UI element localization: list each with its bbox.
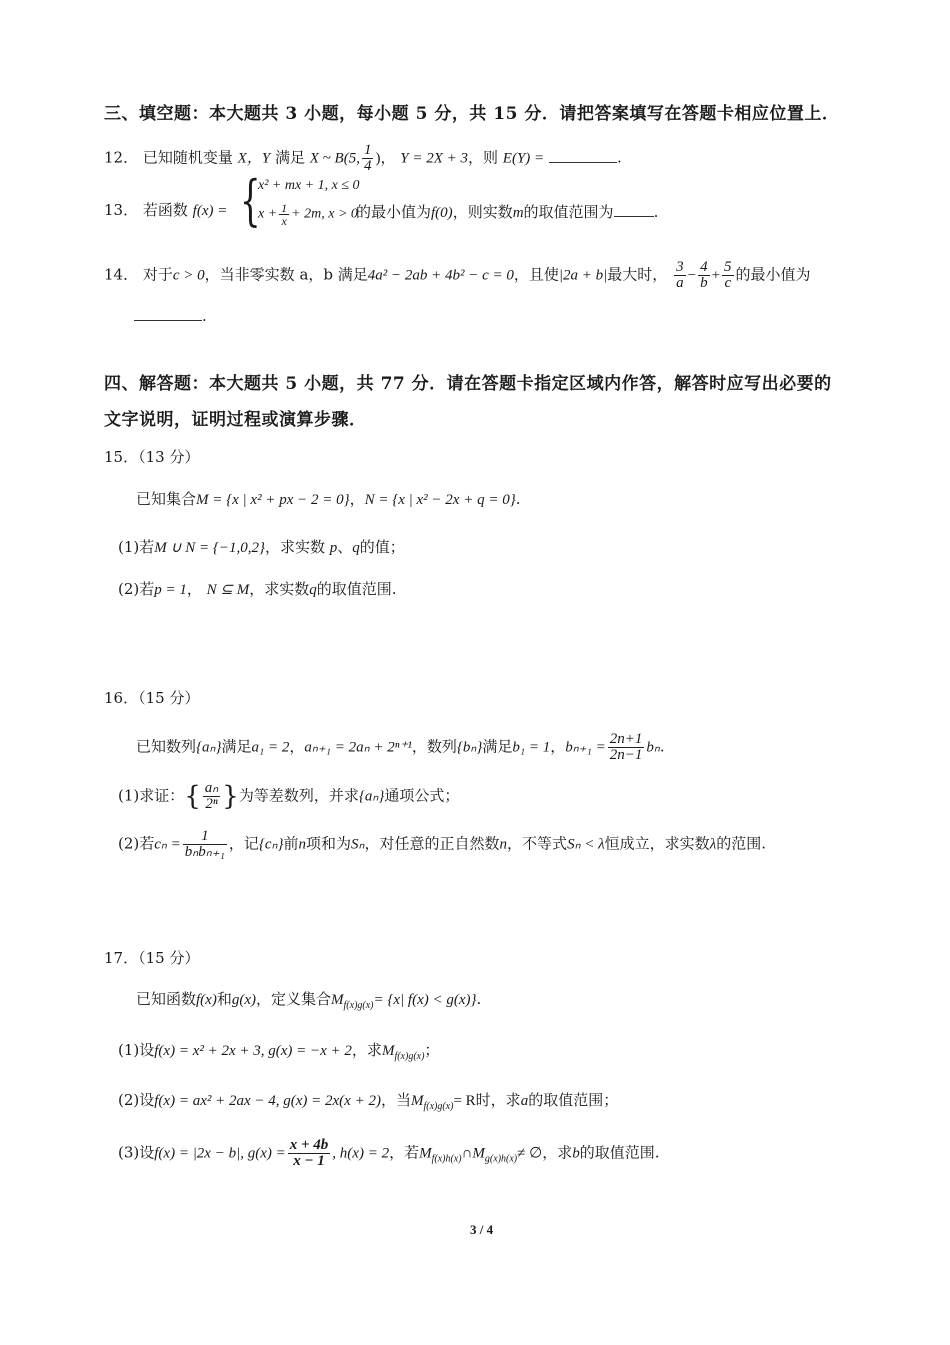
q14-frac-3 (722, 260, 734, 291)
q17-p3-den: x − 1 (293, 1153, 325, 1169)
question-17-part-1 (118, 1040, 439, 1067)
question-15-header: 15．（13 分） (104, 448, 200, 466)
q17-p1-M: M (381, 1043, 395, 1059)
q16-s3: ， (289, 737, 305, 756)
section-4-heading-line-2: 文字说明，证明过程或演算步骤． (104, 410, 367, 430)
q17-p2-a-var: a (520, 1093, 529, 1109)
q17-f: f(x) (196, 992, 217, 1008)
q16-p1-fraction (203, 781, 220, 812)
q15-set-M: M = {x | x² + px − 2 = 0} (196, 492, 350, 508)
q17-g: g(x) (231, 992, 257, 1008)
q13-brace: { (240, 169, 261, 232)
q17-p1-a: (1)设 (118, 1041, 155, 1059)
q13-f0: f(0) (431, 205, 453, 221)
q14-frac1-num: 3 (676, 259, 684, 275)
q15-stem-a: 已知集合 (136, 490, 197, 508)
q17-p3-d: ，若 (389, 1143, 420, 1162)
q13-case2-frac (279, 202, 289, 227)
question-17-stem (136, 989, 481, 1016)
q14-op-2: + (711, 267, 721, 284)
q17-p3-num: x + 4b (289, 1137, 329, 1153)
q14-answer-blank (134, 306, 202, 321)
q16-s6: ， (550, 737, 566, 756)
question-15-part-1 (118, 537, 405, 558)
q13-case-1: x² + mx + 1, x ≤ 0 (258, 178, 360, 193)
q14-frac-1 (674, 260, 686, 291)
q13-lead: 若函数 (142, 201, 188, 219)
question-15-part-2 (118, 579, 397, 600)
q13-tail-1: 的最小值为 (356, 203, 432, 221)
q12-vars: X，Y (237, 150, 271, 167)
q13-case2-a: x + (258, 206, 278, 222)
q12-end: . (616, 148, 622, 167)
q13-tail (356, 202, 658, 223)
section-4-heading-line-1: 四、解答题：本大题共 5 小题，共 77 分．请在答题卡指定区域内作答，解答时应写出必要的 (104, 374, 832, 394)
q16-p1-an: {aₙ} (358, 788, 385, 805)
question-17-header: 17．（15 分） (104, 949, 200, 967)
q17-p3-functions: f(x) = |2x − b|, g(x) = (154, 1145, 286, 1162)
q13-fx: f(x) = (192, 203, 228, 219)
q14-mid-1: ，当非零实数 a，b 满足 (204, 265, 368, 284)
q16-p2-fraction (183, 829, 227, 860)
q17-s1: 已知函数 (136, 990, 197, 1008)
q17-p3-k: 的取值范围. (579, 1143, 660, 1162)
q14-frac3-num: 5 (724, 259, 732, 275)
q16-bf-num: 2n+1 (609, 731, 643, 747)
q16-bf-den: 2n−1 (609, 747, 643, 763)
question-14 (104, 260, 811, 291)
q16-p2-b: ，记 (228, 834, 259, 853)
q12-dist: X ~ B(5, (309, 150, 360, 167)
q14-mid-2: ，且使 (513, 265, 559, 284)
q14-blank-line (134, 306, 207, 326)
q16-p2-l: 恒成立，求实数 (604, 834, 710, 853)
q12-then: ，则 (467, 148, 498, 167)
q16-p2-sn: Sₙ (351, 836, 365, 853)
q15-p1-e: 、 (337, 538, 353, 556)
q14-frac3-den: c (724, 275, 732, 291)
q17-p1-M-subscript: f(x)g(x) (394, 1051, 425, 1062)
q17-p3-a: (3)设 (118, 1143, 155, 1162)
q15-p2-a: (2)若 (118, 580, 155, 598)
q13-m: m (512, 205, 524, 221)
q17-p2-functions: f(x) = ax² + 2ax − 4, g(x) = 2x(x + 2) (154, 1093, 381, 1109)
section-3-heading: 三、填空题：本大题共 3 小题，每小题 5 分，共 15 分．请把答案填写在答题卡相应位置上． (104, 104, 840, 124)
q13-piecewise (240, 169, 370, 236)
q16-p2-cn: cₙ = (154, 836, 181, 853)
q14-c: c > 0 (172, 267, 205, 284)
q13-tail-3: 的取值范围为 (523, 203, 614, 221)
q17-s3: ，定义集合 (256, 990, 332, 1008)
q12-mid: 满足 (274, 148, 305, 167)
q17-p3-intersect: ∩ (461, 1145, 473, 1162)
q15-end: . (515, 490, 521, 508)
q14-number: 14． (104, 265, 139, 284)
question-16-part-1 (118, 781, 459, 812)
q17-p2-h: 的取值范围； (528, 1091, 619, 1109)
q16-p2-den: bₙbₙ₊₁ (184, 844, 225, 860)
question-16-header: 16．（15 分） (104, 689, 200, 707)
q16-p1-b: 为等差数列，并求 (238, 786, 359, 805)
q17-set: = {x| f(x) < g(x)} (373, 992, 477, 1008)
q16-p2-f: 项和为 (306, 834, 352, 853)
q17-p2-c: ，当 (380, 1091, 411, 1109)
q12-frac-num: 1 (363, 142, 372, 158)
q15-p1-c: ，求实数 (264, 538, 325, 556)
q16-s5: 满足 (482, 737, 513, 756)
q17-p3-b: b (572, 1145, 580, 1162)
q15-p2-q: q (309, 582, 317, 598)
q15-p2-e: ，求实数 (249, 580, 310, 598)
q16-p2-cn-set: {cₙ} (258, 836, 284, 853)
q14-equation: 4a² − 2ab + 4b² − c = 0 (367, 267, 514, 284)
question-16-part-2 (118, 829, 766, 860)
q14-frac1-den: a (676, 275, 684, 291)
q12-number: 12． (104, 148, 139, 167)
q15-comma: ， (349, 490, 365, 508)
q17-p3-h: , h(x) = 2 (332, 1145, 390, 1162)
q15-p2-subset: N ⊆ M (206, 582, 250, 598)
q15-p2-g: 的取值范围. (316, 580, 397, 598)
q16-p2-j: ，不等式 (507, 834, 568, 853)
q17-M: M (331, 992, 344, 1008)
q17-p2-a: (2)设 (118, 1091, 155, 1109)
q17-p1-e: ； (424, 1041, 440, 1059)
q14-op-1: − (687, 267, 697, 284)
q12-answer-blank (549, 148, 617, 163)
page-number: 3 / 4 (470, 1222, 494, 1237)
q12-frac-den: 4 (363, 158, 372, 174)
q14-abs: |2a + b| (558, 267, 608, 284)
q12-y-def: Y = 2X + 3 (400, 150, 468, 167)
q15-p1-g: 的值； (359, 538, 405, 556)
q16-p2-n: 的范围. (716, 834, 766, 853)
q17-end: . (476, 990, 482, 1008)
q15-p1-p: p (329, 540, 338, 556)
question-17-part-2 (118, 1090, 618, 1117)
q12-dist-end: )， (375, 150, 396, 167)
q15-p2-c: ， (186, 580, 202, 598)
q16-p1-rbrace: } (222, 781, 239, 812)
question-15-stem (136, 489, 520, 510)
q16-s1: 已知数列 (136, 737, 197, 756)
q14-lead: 对于 (142, 265, 173, 284)
q16-a1: a₁ = 2 (251, 739, 290, 756)
q15-p1-a: (1)若 (118, 538, 155, 556)
q16-p1-den: 2ⁿ (205, 796, 218, 812)
q16-p2-num: 1 (183, 829, 227, 845)
q13-case2-den: x (281, 214, 287, 228)
q14-frac2-den: b (700, 275, 708, 291)
q12-fraction (362, 143, 374, 174)
q17-p2-M-subscript: f(x)g(x) (423, 1101, 454, 1112)
q13-answer-blank (614, 202, 654, 217)
q16-bn: {bₙ} (456, 739, 483, 756)
q13-case2-num: 1 (281, 201, 288, 215)
q17-p2-f: 时，求 (475, 1091, 521, 1109)
q17-p2-eq-R: = R (453, 1093, 476, 1109)
q17-p1-c: ，求 (351, 1041, 382, 1059)
q13-tail-2: ，则实数 (452, 203, 513, 221)
q12-lead: 已知随机变量 (142, 148, 233, 167)
q16-p1-num: aₙ (204, 780, 219, 796)
question-12 (104, 143, 622, 174)
q13-case-2 (258, 202, 358, 227)
q16-p1-lbrace: { (184, 781, 201, 812)
question-16-stem (136, 732, 665, 763)
q17-p3-M1-subscript: f(x)h(x) (431, 1153, 462, 1165)
q13-number: 13． (104, 201, 139, 219)
q15-p1-union: M ∪ N = {−1,0,2} (154, 540, 265, 556)
q12-expectation: E(Y) = (502, 150, 545, 167)
q16-p1-d: 通项公式； (384, 786, 460, 805)
q17-p3-M2-subscript: g(x)h(x) (484, 1153, 518, 1165)
q16-p2-d: 前 (283, 834, 299, 853)
q16-end: . (659, 737, 665, 756)
q17-p3-M2: M (472, 1145, 485, 1162)
question-13 (104, 200, 227, 221)
q16-s4: ，数列 (411, 737, 457, 756)
q17-M-subscript: f(x)g(x) (343, 1000, 374, 1011)
q13-end: . (653, 203, 659, 221)
q14-frac-2 (698, 260, 710, 291)
q16-p2-h: ，对任意的正自然数 (364, 834, 500, 853)
question-17-part-3 (118, 1138, 659, 1170)
q17-s2: 和 (216, 990, 232, 1008)
q16-brec-left: bₙ₊₁ = (565, 739, 606, 756)
q15-p1-q: q (352, 540, 360, 556)
q16-brec-right: bₙ (646, 739, 660, 756)
q17-p3-nonempty: ≠ ∅ (517, 1145, 543, 1162)
q16-p2-n1: n (298, 836, 307, 853)
q17-p2-M: M (410, 1093, 424, 1109)
q15-set-N: N = {x | x² − 2x + q = 0} (364, 492, 516, 508)
q16-recurrence: aₙ₊₁ = 2aₙ + 2ⁿ⁺¹ (304, 739, 412, 756)
q16-p1-a: (1)求证： (118, 786, 185, 805)
q16-b-fraction (608, 732, 645, 763)
q16-p2-ineq: Sₙ < λ (567, 836, 605, 853)
q17-p1-functions: f(x) = x² + 2x + 3, g(x) = −x + 2 (154, 1043, 352, 1059)
q16-an: {aₙ} (196, 739, 222, 756)
q14-end: . (202, 307, 207, 325)
q15-p2-p: p = 1 (154, 582, 187, 598)
q16-p2-a: (2)若 (118, 834, 155, 853)
q14-tail: 的最小值为 (735, 265, 811, 284)
q14-frac2-num: 4 (700, 259, 708, 275)
q17-p3-fraction (288, 1138, 331, 1169)
q16-s2: 满足 (221, 737, 252, 756)
q14-mid-3: 最大时， (607, 265, 668, 284)
q17-p3-i: ，求 (542, 1143, 573, 1162)
q17-p3-M1: M (419, 1145, 432, 1162)
q16-p2-n2: n (499, 836, 508, 853)
q13-case2-b: + 2m, x > 0 (291, 206, 358, 222)
q16-p2-lambda: λ (709, 836, 717, 853)
q16-b1: b₁ = 1 (512, 739, 551, 756)
